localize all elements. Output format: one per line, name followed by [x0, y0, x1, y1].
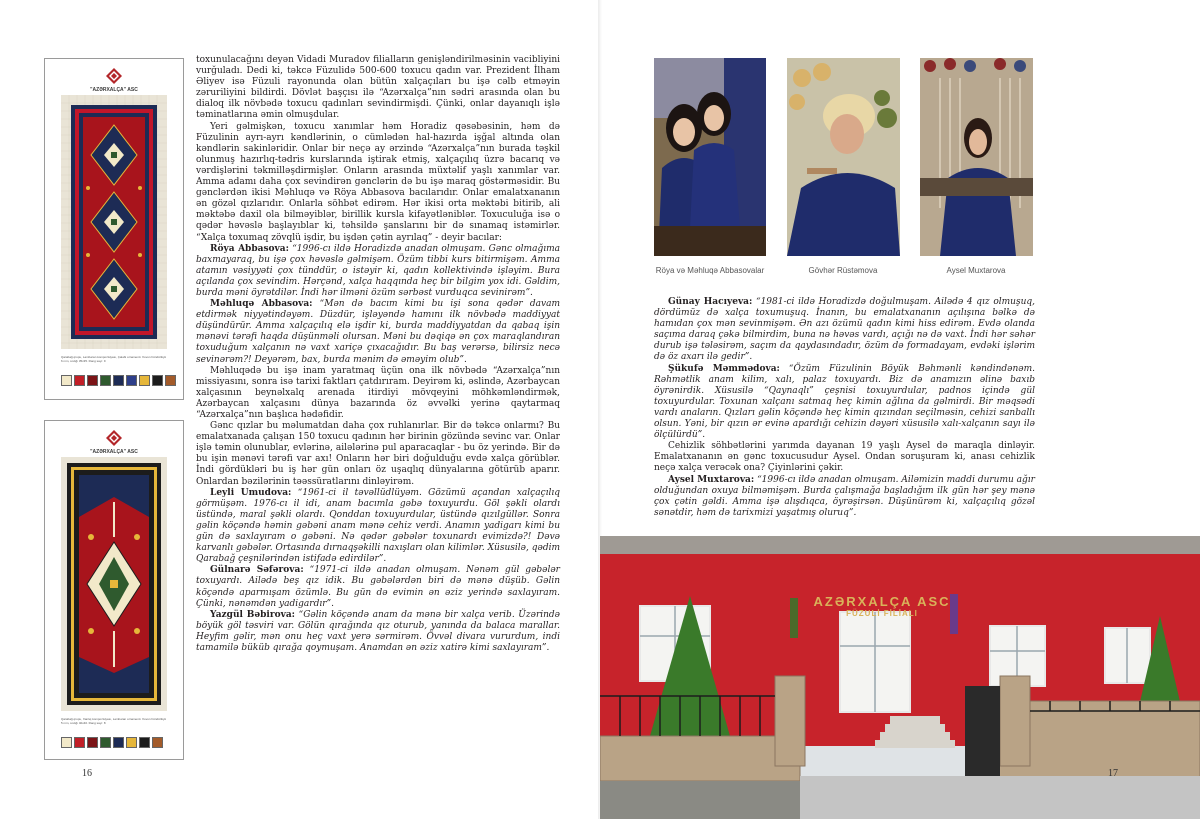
plate-brand-label: "AZƏRXALÇA" ASC — [90, 87, 138, 93]
color-swatch — [139, 737, 150, 748]
color-swatches — [61, 737, 163, 748]
quote-text: “1996-cı ildə Horadizdə anadan olmuşam. Gənc olmağıma baxmayaraq, bu işə çox həvəslə gəlmişəm. Özüm tibbi kurs bitirmişəm. Amma atamın vəsiyyəti çox tünddür, o istəyir ki, qadın kollektivində işləyim. Bura açılanda çox sevindim. Hərçənd, xalça haqqında heç bir bilgim yox idi. Gəldim, burda məni öyrətdilər. İndi hər ilməni özüm sərbəst vurduqca sevinirəm”. — [196, 243, 560, 298]
quote-text: “Özüm Füzulinin Böyük Bəhmənli kəndindənəm. Rəhmətlik anam kilim, xalı, palaz toxuyardı. Biz də anamızın əlinə baxıb öyrənirdik. Xüsusilə “Qaynaqlı” çeşnisi toxuyurdular, padnos içində gül toxuyurdular. Toxunan xalçanı satmaq heç kimin ağlına da gəlmirdi. Bir məqsədi vardı anaların. Qızları gəlin köçəndə heç kimin qızından seçilməsin, cehizi sanballı olsun. Yəni, bir qızın ər evinə apardığı cehizin dəyəri xüsusilə xalı-xalçanın sayı ilə ölçülürdü”. — [654, 363, 1036, 441]
color-swatch — [126, 737, 137, 748]
quote-text: “Mən də bacım kimi bu işi sona qədər davam etdirmək niyyətindəyəm. Düzdür, işləyəndə hamını ilk növbədə maddiyyat düşündürür. Amma xalçaçılıq elə işdir ki, burda maddiyyatdan da qabaq işin mənəvi tərəfi haqda düşünməli olursan. Məni bu dəqiqə ən çox maraqlandıran toxuduğum xalçanın nə vaxt xariçə çıxacağıdır. Bu baş verərsə, bilirsiz necə sevinərəm?! Deyərəm, bax, burda mənim də əməyim olub”. — [196, 299, 560, 365]
color-swatch — [165, 375, 176, 386]
color-swatch — [61, 737, 72, 748]
photo-caption: Gövhər Rüstəmova — [808, 266, 878, 275]
interview-quote — [196, 488, 560, 566]
carpet-pattern-image — [61, 457, 167, 711]
interview-quote — [196, 299, 560, 366]
speaker-name: Məhluqə Abbasova: — [210, 299, 313, 310]
interview-quote — [654, 475, 1035, 519]
speaker-name: Aysel Muxtarova: — [668, 474, 755, 485]
article-paragraph: Cehizlik söhbətlərini yarımda dayanan 19 yaşlı Aysel də maraqla dinləyir. Emalatxananın ən gənc toxucusudur Aysel. Ondan soruşuram ki, anası cehizlik neçə xalça verəcək ona? Çiyinlərini çəkir. — [654, 441, 1035, 474]
article-paragraph: Məhluqədə bu işə inam yaratmaq üçün ona ilk növbədə “Azərxalça”nın missiyasını, sonra isə tarixi faktları çatdırıram. Deyirəm ki, əslində, Azərbaycan xalçasının beynəlxalq arenada itirdiyi mövqeyini möhkəmləndirmək, Azərbaycan xalçasını dünya bazarında öz əvvəlki yerinə qaytarmaq “Azərxalça”nın başlıca hədəfidir. — [196, 365, 560, 420]
color-swatch — [126, 375, 137, 386]
speaker-name: Yazgül Bəbirova: — [210, 609, 295, 620]
quote-text: “Gəlin köçəndə anam da mənə bir xalça verib. Üzərində böyük göl təsviri var. Gölün qırağında qız oturub, yanında da balaca marallar. Heyfim gəlir, mən onu heç vaxt yerə sərmirəm. Övvəl divara vururdum, indi tamamilə büküb qırağa qoymuşam. Anamdan ən əziz xatirə kimi saxlayıram”. — [196, 609, 561, 653]
photo-aysel — [920, 58, 1033, 256]
color-swatch — [152, 375, 163, 386]
color-swatch — [87, 737, 98, 748]
carpet-pattern-image — [61, 95, 167, 349]
azerxalca-logo-icon — [106, 430, 122, 446]
color-swatch — [113, 737, 124, 748]
plate-brand-label: "AZƏRXALÇA" ASC — [90, 449, 138, 455]
speaker-name: Günay Hacıyeva: — [668, 297, 753, 307]
color-swatch — [74, 737, 85, 748]
plate-legend: Qarabağ qrupu, Ləmbəran kompozisiyası, Çələbi ornamenti. Xovun hündürlüyü 6 mm, sıxlığı 35x35. Rəng sayı: 9 — [61, 355, 167, 363]
page-number-right: 17 — [1108, 768, 1118, 779]
color-swatch — [113, 375, 124, 386]
plate-legend: Qarabağ qrupu, Xanlıq kompozisiyası, Ləmbəran ornamenti. Xovun hündürlüyü 5 mm, sıxlığı 40x40. Rəng sayı: 8 — [61, 717, 167, 725]
photo-caption: Röya və Məhluqə Abbasovalar — [655, 266, 765, 275]
color-swatch — [74, 375, 85, 386]
quote-text: “1996-cı ildə anadan olmuşam. Ailəmizin maddi durumu ağır olduğundan oxuya bilməmişəm. Burda çalışmağa başladığım ilk gün hər şey mənə çox çətin gəldi. Amma işə alışdıqca, öyrəşirsən. Düşünürəm ki, xalçaçılıq gözəl sənətdir, həm də tarixmizi yaşatmış oluruq”. — [654, 474, 1035, 518]
interview-quote — [654, 297, 1035, 364]
speaker-name: Gülnarə Səfərova: — [210, 565, 304, 576]
color-swatches — [61, 375, 176, 386]
speaker-name: Leyli Umudova: — [210, 487, 292, 498]
color-swatch — [100, 737, 111, 748]
article-paragraph: toxunulacağını deyən Vidadi Muradov filialların genişləndirilməsinin vacibliyini vurğuladı. Dedi ki, təkcə Füzulidə 500-600 toxucu qadın var. Prezident İlham Əliyev isə Füzuli rayonunda olan bütün xalçaçıları bu işə cəlb etməyin zəruriliyini bildirdi. Dövlət başçısı ilə “Azərxalça”nın sədri arasında olan bu dialoq ilk növbədə toxucu qadınları sevindirmişdi. Çünki, onlar dayanıqlı işlə təminatlarına əmin olmuşdular. — [196, 55, 560, 121]
article-paragraph: Yeri gəlmişkən, toxucu xanımlar həm Horadiz qəsəbəsinin, həm də Füzulinin ayrı-ayrı kəndlərinin, o cümlədən hal-hazırda işğal altında olan kəndlərin sakinləridir. Onlar bir neçə ay ərzində “Azərxalça”nın burada təşkil olunmuş hazırlıq-tədris kurslarında iştirak etmiş, xalçaçılıq üzrə bacarıq və vərdişlərini təkmilləşdirmişlər. Onların arasında müxtəlif yaşlı xanımlar var. Amma adamı daha çox sevindirən gənclərin də bu işə maraq göstərməsidir. Bu gənclərdən ikisi Məhluqə və Röya Abbasova bacılarıdır. Onlar emalatxananın ən gözəl qızlarıdır. Onlarla söhbət edirəm. Hər ikisi orta məktəbi bitirib, ali məktəbə daxil ola bilməyiblər, birillik kursla kifayətləniblər. Toxuculuğa isə o qədər həvəslə başlayıblar ki, təhsildə şanslarını bir də sınamaq istəmirlər. “Xalça toxumaq zövqlü işdir, bu işdən çətin ayrılaq” - deyir bacılar: — [196, 121, 560, 243]
interview-quote — [196, 565, 560, 609]
color-swatch — [139, 375, 150, 386]
quote-text: “1961-ci il təvəllüdlüyəm. Gözümü açandan xalçaçılıq görmüşəm. 1976-cı il idi, anam bacımla gəbə toxuyurdu. Göl şəkli olardı üstündə, maral şəkli olardı. Qonddan toxuyurdular, üstündə qızılgüllər. Sonra gəlin köçəndə həmin gəbəni anam mənə cehiz verdi. Anamın yadigarı kimi bu gün də saxlayıram o gəbəni. Nə qədər gəbələr toxunardı evimizdə?! Dəvə karvanlı gəbələr. Ortasında dırnaqşəkilli naxışları olan kilimlər. Xüsusilə, qədim Qarabağ çeşnilərindən istifadə edirdilər”. — [196, 487, 560, 565]
photo-caption: Aysel Muxtarova — [946, 266, 1006, 275]
azerxalca-logo-icon — [106, 68, 122, 84]
interview-quote — [196, 610, 560, 654]
quote-text: “1971-ci ildə anadan olmuşam. Nənəm gül gəbələr toxuyardı. Ailədə beş qız idik. Bu gəbələrdən biri də mənə düşüb. Gəlin köçəndə aparmışam özümlə. Bu gün də evimin ən əziz yerində saxlayıram. Çünki, nənəmdən yadigardır”. — [196, 565, 560, 609]
building-sign-line-2: FÜZULİ FİLİALI — [846, 609, 918, 618]
interview-quote — [654, 364, 1035, 442]
quote-text: “1981-ci ildə Horadizdə doğulmuşam. Ailədə 4 qız olmuşuq, dördümüz də xalça toxumuşuq. İnanın, bu emalatxananın açılışına bəlkə də hamıdan çox mən sevinmişəm. Ən azı özümü qadın kimi hiss edirəm. Evdə olanda saçıma daraq çəkə bilmirdim, buna nə həvəs vardı, açığı nə də vaxt. İndi hər səhər durub işə tələsirəm, saçım da qaydasındadır, özüm də formadayam, evdəki işlərim də öz axarı ilə gedir”. — [654, 297, 1035, 363]
color-swatch — [61, 375, 72, 386]
article-column-left — [196, 55, 560, 654]
photo-govher — [787, 58, 900, 256]
interview-quote — [196, 244, 560, 299]
photo-roya-mehluqe — [654, 58, 766, 256]
carpet-design-plate-1 — [44, 58, 184, 400]
speaker-name: Röya Abbasova: — [210, 243, 289, 254]
building-sign-line-1: AZƏRXALÇA ASC — [813, 594, 951, 609]
article-paragraph: Gənc qızlar bu məlumatdan daha çox ruhlanırlar. Bir də təkcə onlarmı? Bu emalatxanada çalışan 150 toxucu qadının hər birinin gözündə sevinc var. Onlar işlə təmin olunublar, evlərinə, ailələrinə pul aparacaqlar - bu öz yerində. Bir də bu işin mənəvi tərəfi var axı! Onların hər biri doğulduğu evdə xalça görüblər. İndi gördükləri bu iş hər gün onları öz uşaqlıq dünyalarına götürüb aparır. Onlardan bəzilərinin təəssüratlarını dinləyirəm. — [196, 421, 560, 487]
page-number-left: 16 — [82, 768, 92, 779]
article-column-right — [654, 297, 1035, 519]
color-swatch — [152, 737, 163, 748]
color-swatch — [100, 375, 111, 386]
carpet-design-plate-2 — [44, 420, 184, 760]
color-swatch — [87, 375, 98, 386]
speaker-name: Şükufə Məmmədova: — [668, 363, 780, 374]
